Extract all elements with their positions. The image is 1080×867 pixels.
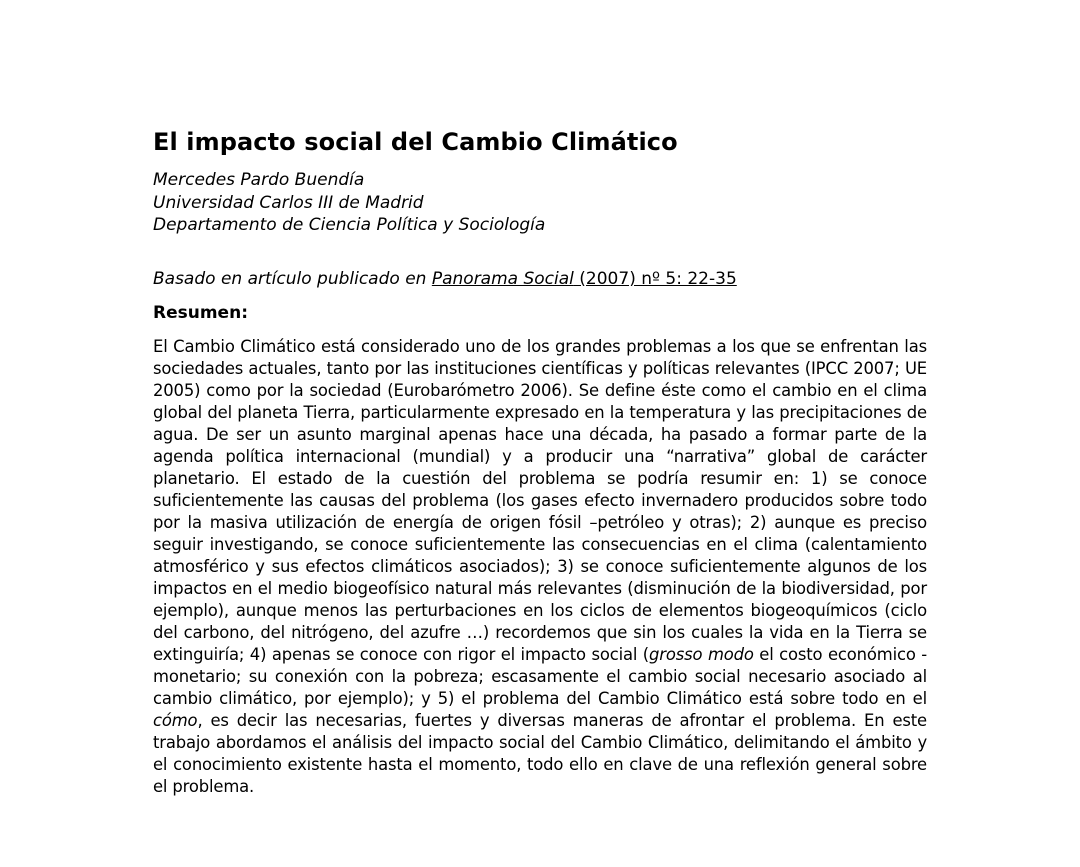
- journal-citation: (2007) nº 5: 22-35: [573, 269, 737, 289]
- abstract-text-part-3: , es decir las necesarias, fuertes y diversas maneras de afrontar el problema. En este trabajo abordamos el análisis del impacto social del Cambio Climático, delimitando el ámbito y el conocimiento existente hasta el momento, todo ello en clave de una reflexión general sobre el problema.: [153, 711, 927, 796]
- source-citation: [153, 268, 737, 290]
- abstract-text-part-1: El Cambio Climático está considerado uno de los grandes problemas a los que se enfrentan las sociedades actuales, tanto por las instituciones científicas y políticas relevantes (IPCC 2007; UE 2005) como por la sociedad (Eurobarómetro 2006). Se define éste como el cambio en el clima global del planeta Tierra, particularmente expresado en la temperatura y las precipitaciones de agua. De ser un asunto marginal apenas hace una década, ha pasado a formar parte de la agenda política internacional (mundial) y a producir una “narrativa” global de carácter planetario. El estado de la cuestión del problema se podría resumir en: 1) se conoce suficientemente las causas del problema (los gases efecto invernadero producidos sobre todo por la masiva utilización de energía de origen fósil –petróleo y otras); 2) aunque es preciso seguir investigando, se conoce suficientemente las consecuencias en el clima (calentamiento atmosférico y sus efectos climáticos asociados); 3) se conoce suficientemente algunos de los impactos en el medio biogeofísico natural más relevantes (disminución de la biodiversidad, por ejemplo), aunque menos las perturbaciones en los ciclos de elementos biogeoquímicos (ciclo del carbono, del nitrógeno, del azufre …) recordemos que sin los cuales la vida en la Tierra se extinguiría; 4) apenas se conoce con rigor el impacto social (: [153, 337, 927, 664]
- author-block: [153, 169, 545, 237]
- source-journal-link[interactable]: [432, 269, 737, 289]
- author-university: Universidad Carlos III de Madrid: [153, 192, 424, 213]
- journal-name: Panorama Social: [431, 269, 574, 289]
- abstract-emphasis-grosso-modo: grosso modo: [649, 645, 754, 664]
- abstract-emphasis-como: cómo: [153, 711, 198, 730]
- abstract-text-part-2: el costo económico -monetario; su conexión con la pobreza; escasamente el cambio social necesario asociado al cambio climático, por ejemplo); y 5) el problema del Cambio Climático está sobre todo en el: [153, 645, 927, 708]
- source-lead-text: Basado en artículo publicado en: [153, 269, 432, 289]
- document-title: El impacto social del Cambio Climático: [153, 128, 678, 156]
- author-department: Departamento de Ciencia Política y Sociología: [153, 215, 546, 235]
- abstract-heading: Resumen:: [153, 303, 248, 323]
- abstract-body: [153, 336, 927, 798]
- author-name: Mercedes Pardo Buendía: [153, 170, 365, 190]
